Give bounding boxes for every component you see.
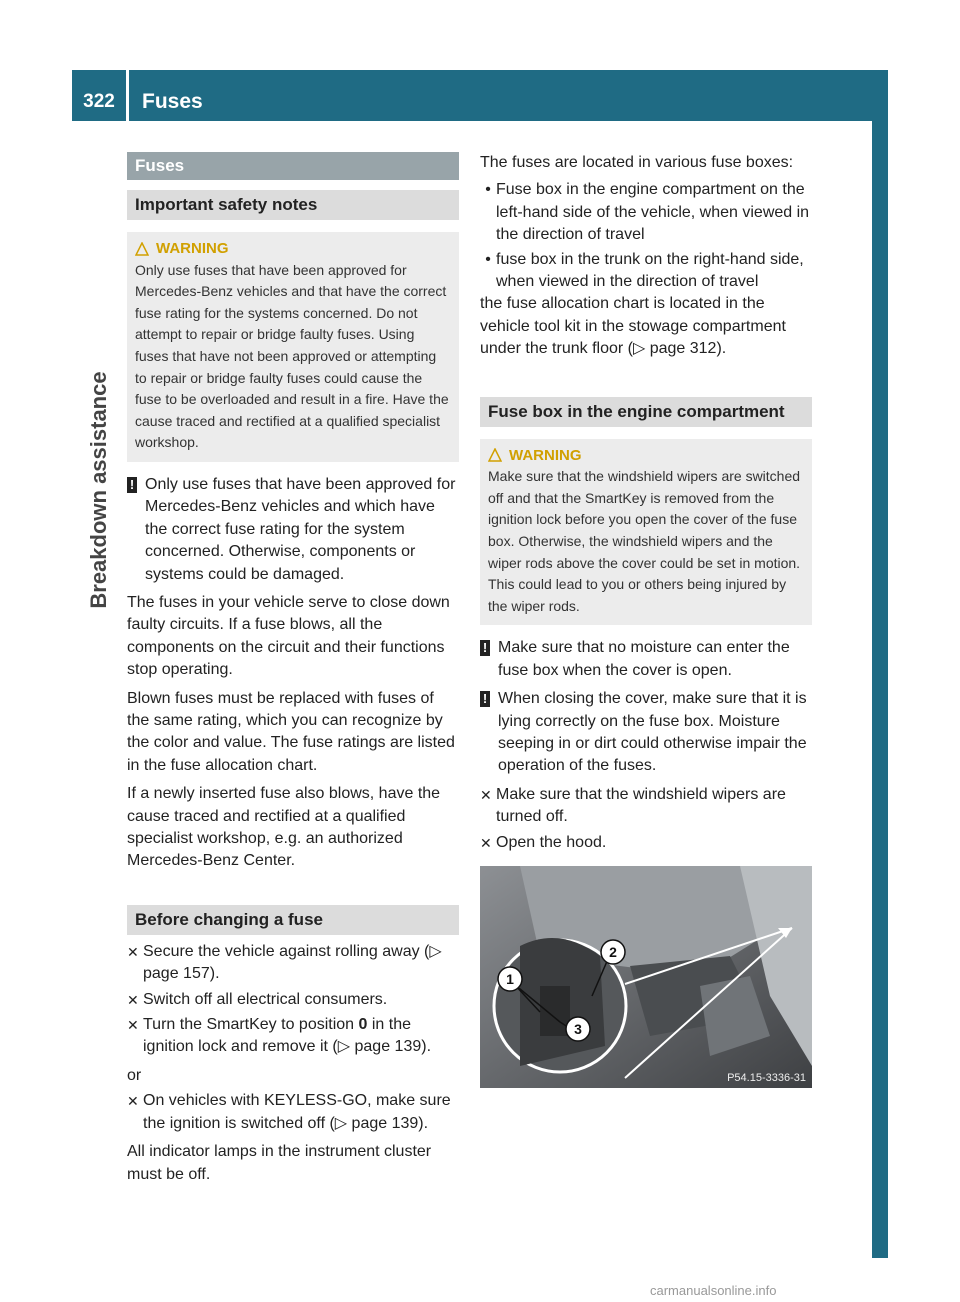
paragraph: the fuse allocation chart is located in the vehicle tool kit in the stowage compartment under the trunk floor (▷ page 312). xyxy=(480,295,786,358)
svg-text:2: 2 xyxy=(609,944,617,961)
engine-compartment-photo xyxy=(480,866,812,1088)
paragraph: All indicator lamps in the instrument cluster must be off. xyxy=(127,1143,432,1183)
bullet-text: fuse box in the trunk on the right-hand side, when viewed in the direction of travel xyxy=(496,250,804,291)
sidebar-tab xyxy=(872,120,888,1258)
warning-box xyxy=(127,232,459,462)
warning-header xyxy=(135,238,451,260)
step-marker-icon: ✕ xyxy=(127,1093,139,1110)
bullet-item xyxy=(480,249,812,294)
right-column xyxy=(480,152,812,1088)
step-text: Turn the SmartKey to position 0 in the ignition lock and remove it (▷ page 139). xyxy=(143,1016,432,1056)
callout-1 xyxy=(498,967,522,991)
step-marker-icon: ✕ xyxy=(127,991,139,1008)
page-number: 322 xyxy=(83,91,115,112)
exclamation-icon: ! xyxy=(127,477,137,493)
note-text: When closing the cover, make sure that it is lying correctly on the fuse box. Moisture seeping in or dirt could otherwise impair the operation of the fuses. xyxy=(498,690,807,775)
footer-watermark: carmanualsonline.info xyxy=(650,1283,777,1298)
step-item xyxy=(480,832,812,854)
step-marker-icon: ✕ xyxy=(480,834,492,851)
section-heading-fuses: Fuses xyxy=(127,152,459,180)
step-item xyxy=(127,989,459,1011)
warning-icon xyxy=(488,448,502,462)
step-item xyxy=(127,1014,459,1059)
step-marker-icon: ✕ xyxy=(127,1017,139,1034)
left-column xyxy=(127,152,459,1186)
step-text: Switch off all electrical consumers. xyxy=(143,990,388,1008)
note-item xyxy=(480,637,812,682)
section-heading-fuse-box: Fuse box in the engine compartment xyxy=(480,397,812,427)
warning-text: Only use fuses that have been approved for Mercedes-Benz vehicles and that have the correct fuse rating for the systems concerned. Do not attempt to repair or bridge faulty fuses. Using fuses that have not been approved or attempting to repair or bridge faulty fuses could cause the fuse to be overloaded and result in a fire. Have the cause traced and rectified at a qualified specialist workshop. xyxy=(135,261,449,451)
step-text: Make sure that the windshield wipers are turned off. xyxy=(496,785,786,826)
step-item xyxy=(480,784,812,829)
callout-2 xyxy=(601,940,625,964)
bullet-icon: • xyxy=(485,250,491,268)
section-heading-before-changing: Before changing a fuse xyxy=(127,905,459,935)
warning-label: WARNING xyxy=(509,446,582,464)
exclamation-icon: ! xyxy=(480,691,490,707)
step-text: Open the hood. xyxy=(496,833,607,851)
sidebar-label: Breakdown assistance xyxy=(86,371,111,609)
step-text: On vehicles with KEYLESS-GO, make sure the ignition is switched off (▷ page 139). xyxy=(143,1092,451,1132)
paragraph: Blown fuses must be replaced with fuses of the same rating, which you can recognize by the color and value. The fuse ratings are listed in the fuse allocation chart. xyxy=(127,689,455,774)
step-marker-icon: ✕ xyxy=(480,786,492,803)
note-text: Make sure that no moisture can enter the fuse box when the cover is open. xyxy=(498,639,790,679)
svg-text:1: 1 xyxy=(506,971,514,988)
warning-text: Make sure that the windshield wipers are switched off and that the SmartKey is removed from the ignition lock before you open the cover of the fuse box. Otherwise, the windshield wipers and the wiper rods above the cover could be set in motion. This could lead to you or others being injured by the wiper rods. xyxy=(488,468,801,614)
sidebar-label-wrap xyxy=(86,0,126,1302)
bullet-text: Fuse box in the engine compartment on the left-hand side of the vehicle, when viewed in the direction of travel xyxy=(496,181,810,244)
bullet-icon: • xyxy=(485,181,491,199)
paragraph: If a newly inserted fuse also blows, have the cause traced and rectified at a qualified specialist workshop, e.g. an authorized Mercedes-Benz Center. xyxy=(127,785,441,870)
or-text: or xyxy=(127,1066,142,1084)
header-divider xyxy=(126,70,129,121)
page-title: Fuses xyxy=(142,90,203,113)
step-item xyxy=(127,941,459,986)
note-item xyxy=(480,688,812,778)
warning-header xyxy=(488,445,804,467)
warning-box xyxy=(480,439,812,626)
svg-text:3: 3 xyxy=(574,1021,582,1038)
exclamation-icon: ! xyxy=(480,640,490,656)
step-marker-icon: ✕ xyxy=(127,943,139,960)
section-heading-safety: Important safety notes xyxy=(127,190,459,220)
paragraph: The fuses in your vehicle serve to close down faulty circuits. If a fuse blows, all the components on the circuit and their functions stop operating. xyxy=(127,593,450,679)
callout-3 xyxy=(566,1017,590,1041)
note-item xyxy=(127,474,459,586)
engine-illustration xyxy=(480,866,812,1088)
step-text: Secure the vehicle against rolling away (▷ page 157). xyxy=(143,942,442,983)
note-text: Only use fuses that have been approved for Mercedes-Benz vehicles and which have the correct fuse rating for the system concerned. Otherwise, components or systems could be damaged. xyxy=(145,475,456,583)
image-code: P54.15-3336-31 xyxy=(727,1072,806,1085)
paragraph: The fuses are located in various fuse boxes: xyxy=(480,154,794,171)
bullet-item xyxy=(480,179,812,246)
warning-label: WARNING xyxy=(156,240,229,257)
warning-icon xyxy=(135,242,149,256)
step-item xyxy=(127,1090,459,1135)
page-header xyxy=(72,70,888,121)
